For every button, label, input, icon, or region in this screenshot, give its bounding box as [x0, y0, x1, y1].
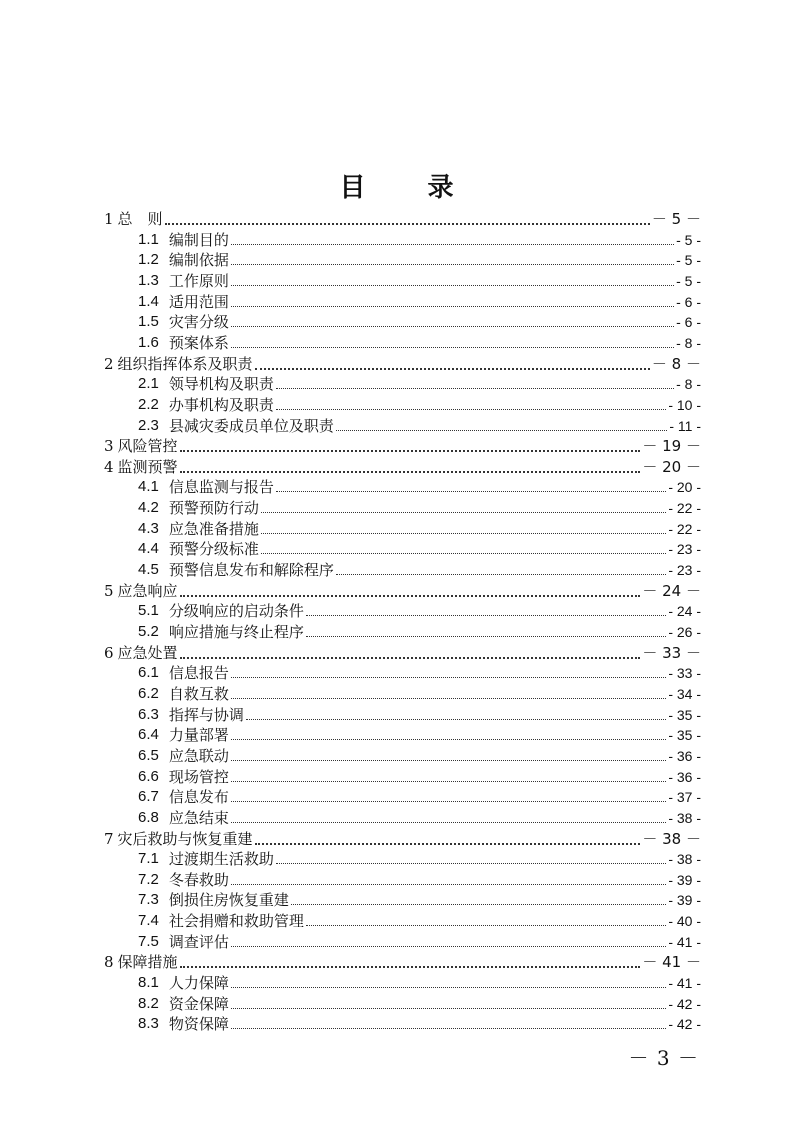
toc-chapter[interactable] [104, 580, 701, 600]
toc-number: 6.5 [138, 746, 159, 764]
toc-number: 4.5 [138, 561, 159, 579]
toc-label: 指挥与协调 [168, 705, 244, 724]
toc-page-number: - 36 - [668, 768, 701, 785]
toc-number: 4.1 [138, 478, 159, 496]
toc-page-number: － 20 － [642, 457, 701, 476]
toc-label: 风险管控 [117, 437, 178, 456]
toc-section[interactable] [138, 704, 701, 724]
toc-label: 响应措施与终止程序 [168, 623, 304, 641]
toc-label: 预警预防行动 [168, 499, 259, 518]
toc-leader-dots [306, 912, 666, 926]
toc-leader-dots [231, 809, 666, 823]
toc-number: 2.2 [138, 395, 159, 413]
toc-leader-dots [276, 478, 666, 492]
toc-chapter[interactable] [104, 951, 701, 971]
toc-leader-dots [231, 251, 674, 265]
toc-label: 信息监测与报告 [168, 478, 274, 497]
toc-section[interactable] [138, 786, 701, 806]
toc-number: 5 [104, 581, 114, 600]
toc-label: 社会捐赠和救助管理 [168, 912, 304, 931]
toc-page-number: － 8 － [651, 354, 701, 373]
toc-number: 7.4 [138, 912, 159, 930]
toc-section[interactable] [138, 766, 701, 786]
toc-page-number: - 23 - [668, 562, 701, 579]
toc-number: 4.4 [138, 540, 159, 558]
toc-label: 预警分级标准 [168, 540, 259, 559]
page-number: － 3 － [628, 1046, 699, 1070]
toc-number: 1.2 [138, 251, 159, 269]
toc-label: 总 则 [117, 210, 163, 228]
toc-page-number: - 37 - [668, 789, 701, 806]
toc-leader-dots [231, 933, 666, 947]
toc-leader-dots [231, 747, 666, 761]
toc-label: 适用范围 [168, 292, 229, 311]
toc-leader-dots [180, 457, 641, 473]
toc-leader-dots [165, 209, 650, 225]
toc-number: 1.3 [138, 271, 159, 289]
toc-chapter[interactable] [104, 828, 701, 848]
toc-section[interactable] [138, 270, 701, 290]
toc-label: 工作原则 [168, 271, 229, 290]
toc-section[interactable] [138, 683, 701, 703]
toc-section[interactable] [138, 662, 701, 682]
toc-number: 2.3 [138, 416, 159, 434]
toc-page-number: - 33 - [668, 665, 701, 682]
toc-page-number: - 22 - [668, 500, 701, 517]
toc-leader-dots [336, 417, 667, 431]
toc-page-number: - 35 - [668, 706, 701, 723]
toc-leader-dots [231, 871, 666, 885]
toc-section[interactable] [138, 724, 701, 744]
toc-leader-dots [180, 643, 641, 659]
toc-section[interactable] [138, 415, 701, 435]
toc-section[interactable] [138, 476, 701, 496]
toc-section[interactable] [138, 311, 701, 331]
toc-page-number: - 41 - [668, 975, 701, 992]
toc-page-number: - 42 - [668, 995, 701, 1012]
toc-section[interactable] [138, 332, 701, 352]
toc-leader-dots [231, 768, 666, 782]
toc-leader-dots [231, 995, 666, 1009]
toc-leader-dots [231, 974, 666, 988]
toc-section[interactable] [138, 249, 701, 269]
toc-leader-dots [231, 1015, 666, 1029]
toc-label: 自救互救 [168, 684, 229, 703]
toc-page-number: - 6 - [676, 293, 701, 310]
toc-leader-dots [180, 436, 641, 452]
toc-label: 县减灾委成员单位及职责 [168, 416, 334, 435]
toc-number: 1.5 [138, 313, 159, 331]
toc-section[interactable] [138, 807, 701, 827]
toc-page-number: － 5 － [651, 210, 701, 228]
toc-label: 倒损住房恢复重建 [168, 891, 289, 910]
toc-label: 灾后救助与恢复重建 [117, 829, 253, 848]
toc-number: 6.4 [138, 726, 159, 744]
toc-label: 资金保障 [168, 994, 229, 1013]
toc-number: 1.1 [138, 230, 159, 248]
toc-page-number: - 5 - [676, 272, 701, 289]
toc-number: 8.1 [138, 974, 159, 992]
toc-label: 人力保障 [168, 974, 229, 993]
toc-number: 8.3 [138, 1015, 159, 1033]
toc-number: 5.2 [138, 623, 159, 640]
toc-chapter[interactable] [104, 353, 701, 373]
toc-page-number: - 38 - [668, 809, 701, 826]
toc-leader-dots [180, 952, 641, 968]
toc-label: 组织指挥体系及职责 [117, 354, 253, 373]
toc-number: 7.3 [138, 891, 159, 909]
toc-section[interactable] [138, 931, 701, 951]
toc-page-number: - 24 - [668, 603, 701, 620]
toc-label: 编制依据 [168, 251, 229, 270]
toc-leader-dots [246, 706, 666, 720]
toc-label: 物资保障 [168, 1015, 229, 1034]
toc-leader-dots [231, 293, 674, 307]
toc-number: 6.8 [138, 808, 159, 826]
toc-leader-dots [336, 561, 666, 575]
toc-leader-dots [231, 334, 674, 348]
toc-number: 8 [104, 953, 114, 972]
toc-label: 调查评估 [168, 932, 229, 951]
toc-label: 力量部署 [168, 726, 229, 745]
toc-leader-dots [255, 829, 641, 845]
toc-label: 现场管控 [168, 767, 229, 786]
toc-section[interactable] [138, 373, 701, 393]
toc-leader-dots [231, 272, 674, 286]
toc-number: 1 [104, 210, 114, 228]
toc-leader-dots [276, 396, 666, 410]
toc-chapter[interactable] [104, 456, 701, 476]
toc-label: 预案体系 [168, 333, 229, 352]
toc-section[interactable] [138, 889, 701, 909]
toc-label: 冬春救助 [168, 870, 229, 889]
toc-page-number: - 20 - [668, 479, 701, 496]
toc-page-number: - 36 - [668, 747, 701, 764]
toc-page-number: - 40 - [668, 913, 701, 930]
toc-page-number: - 42 - [668, 1016, 701, 1033]
toc-number: 6.1 [138, 664, 159, 682]
toc-leader-dots [231, 685, 666, 699]
toc-section[interactable] [138, 518, 701, 538]
toc-section[interactable] [138, 910, 701, 930]
toc-label: 预警信息发布和解除程序 [168, 561, 334, 580]
toc-chapter[interactable] [104, 208, 701, 228]
toc-leader-dots [276, 375, 674, 389]
toc-label: 应急处置 [117, 643, 178, 662]
toc-label: 监测预警 [117, 457, 178, 476]
toc-number: 2 [104, 354, 114, 373]
toc-page-number: - 8 - [676, 334, 701, 351]
toc-label: 信息报告 [168, 664, 229, 683]
toc-number: 4.3 [138, 519, 159, 537]
toc-section[interactable] [138, 993, 701, 1013]
toc-label: 信息发布 [168, 788, 229, 807]
toc-section[interactable] [138, 229, 701, 249]
toc-label: 灾害分级 [168, 313, 229, 332]
toc-label: 保障措施 [117, 953, 178, 972]
toc-number: 7 [104, 829, 114, 848]
toc-number: 6.7 [138, 788, 159, 806]
toc-page-number: - 5 - [676, 252, 701, 269]
toc-chapter[interactable] [104, 642, 701, 662]
toc-page-number: - 26 - [668, 624, 701, 640]
toc-label: 应急联动 [168, 746, 229, 765]
toc-label: 领导机构及职责 [168, 375, 274, 394]
toc-page-number: - 11 - [669, 417, 701, 434]
toc-section[interactable] [138, 559, 701, 579]
toc-label: 分级响应的启动条件 [168, 602, 304, 621]
toc-page-number: － 38 － [642, 829, 701, 848]
toc-page-number: － 33 － [642, 643, 701, 662]
toc-number: 6 [104, 643, 114, 662]
toc-leader-dots [231, 313, 674, 327]
toc-section[interactable] [138, 497, 701, 517]
toc-leader-dots [276, 850, 666, 864]
toc-number: 3 [104, 437, 114, 456]
toc-label: 办事机构及职责 [168, 395, 274, 414]
toc-page-number: - 8 - [676, 376, 701, 393]
toc-section[interactable] [138, 394, 701, 414]
toc-leader-dots [231, 726, 666, 740]
toc-number: 4 [104, 457, 114, 476]
toc-page-number: - 39 - [668, 892, 701, 909]
toc-section[interactable] [138, 621, 701, 641]
toc-leader-dots [231, 788, 666, 802]
toc-page-number: - 6 - [676, 314, 701, 331]
toc-number: 1.4 [138, 292, 159, 310]
toc-leader-dots [261, 540, 666, 554]
toc-page-number: - 22 - [668, 520, 701, 537]
toc-number: 7.5 [138, 932, 159, 950]
toc-number: 6.3 [138, 705, 159, 723]
toc-leader-dots [261, 499, 666, 513]
toc-number: 4.2 [138, 499, 159, 517]
toc-label: 应急结束 [168, 808, 229, 827]
toc-leader-dots [255, 354, 650, 370]
toc-page-number: - 38 - [668, 851, 701, 868]
toc-number: 7.2 [138, 870, 159, 888]
toc-label: 应急准备措施 [168, 519, 259, 538]
toc-section[interactable] [138, 972, 701, 992]
toc-page-number: - 34 - [668, 685, 701, 702]
toc-label: 编制目的 [168, 230, 229, 249]
toc-leader-dots [291, 891, 666, 905]
toc-page-number: － 19 － [642, 437, 701, 456]
toc-leader-dots [231, 231, 674, 245]
toc-leader-dots [180, 581, 641, 597]
toc-page-number: - 5 - [676, 231, 701, 248]
toc-page-number: － 24 － [642, 581, 701, 600]
toc-section[interactable] [138, 291, 701, 311]
toc-section[interactable] [138, 745, 701, 765]
toc-leader-dots [261, 520, 666, 534]
toc-number: 7.1 [138, 850, 159, 868]
toc-page-number: - 35 - [668, 727, 701, 744]
toc-page-number: - 41 - [668, 933, 701, 950]
page-title: 目 录 [339, 173, 472, 203]
toc-number: 1.6 [138, 333, 159, 351]
toc-page-number: － 41 － [642, 953, 701, 972]
toc-page-number: - 39 - [668, 871, 701, 888]
toc-number: 5.1 [138, 602, 159, 620]
toc-section[interactable] [138, 538, 701, 558]
toc-number: 8.2 [138, 994, 159, 1012]
toc-number: 2.1 [138, 375, 159, 393]
toc-section[interactable] [138, 848, 701, 868]
toc-page-number: - 10 - [668, 396, 701, 413]
toc-label: 过渡期生活救助 [168, 850, 274, 869]
toc-number: 6.6 [138, 767, 159, 785]
toc-number: 6.2 [138, 684, 159, 702]
toc-chapter[interactable] [104, 435, 701, 455]
toc-leader-dots [306, 602, 666, 616]
toc-section[interactable] [138, 869, 701, 889]
toc-leader-dots [306, 623, 666, 637]
toc-label: 应急响应 [117, 581, 178, 600]
toc-section[interactable] [138, 600, 701, 620]
toc-page-number: - 23 - [668, 541, 701, 558]
toc-section[interactable] [138, 1013, 701, 1033]
toc-leader-dots [231, 664, 666, 678]
